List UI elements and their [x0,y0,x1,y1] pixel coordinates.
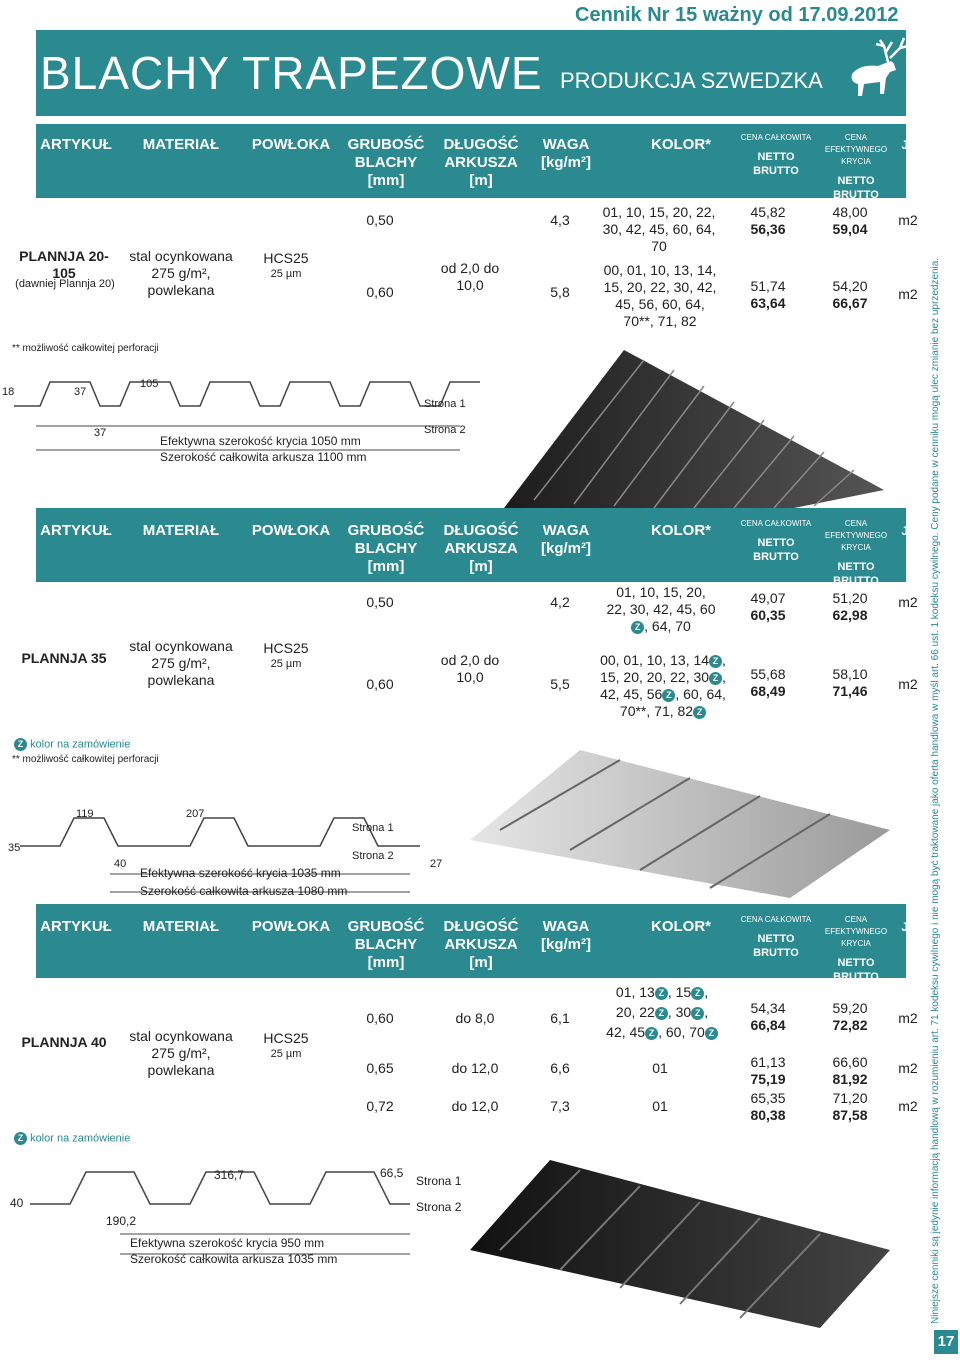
z-order-icon: Z [705,1027,718,1040]
waga: 7,3 [550,1098,570,1114]
effective-width: Efektywna szerokość krycia 1050 mm [160,434,361,448]
price-list-validity: Cennik Nr 15 ważny od 17.09.2012 [575,4,899,26]
dlugosc: do 12,0 [451,1060,499,1076]
dim-label: 37 [74,386,87,398]
page-number: 17 [934,1330,958,1354]
cena-calkowita: 61,13 75,19 [750,1054,786,1087]
jedn: m2 [898,1060,918,1076]
col-grubosc: GRUBOŚĆ BLACHY [mm] [347,522,425,575]
sheet-photo [460,1130,890,1330]
col-jedn: JEDN. [901,920,937,934]
col-jedn: JEDN. [901,524,937,538]
dim-label: 40 [114,858,127,870]
dim-label: 119 [76,808,94,820]
cena-efektywna: 71,20 87,58 [832,1090,868,1123]
material: stal ocynkowana 275 g/m², powlekana [129,638,233,688]
grubosc: 0,60 [366,676,394,692]
z-order-icon: Z [709,672,722,685]
effective-width: Efektywna szerokość krycia 1035 mm [140,866,341,880]
dim-label: 316,7 [214,1168,245,1182]
col-dlugosc: DŁUGOŚĆ ARKUSZA [m] [443,918,519,971]
kolor: 01, 13 Z , 15 Z , 20, 22 Z , 30 Z , 42, 45 Z , 60, 70 Z [606,982,718,1042]
product-name: PLANNJA 20-105 [19,248,109,281]
table-header-3 [36,904,937,983]
jedn: m2 [898,212,918,228]
table-header-1 [36,124,937,201]
side-label: Strona 2 [352,850,394,862]
material: stal ocynkowana 275 g/m², powlekana [129,1028,233,1078]
col-cena-efektywna: CENA EFEKTYWNEGO KRYCIA NETTO BRUTTO [824,133,888,201]
grubosc: 0,50 [366,212,394,228]
side-label: Strona 2 [424,424,466,436]
z-order-icon: Z [693,706,706,719]
cena-efektywna: 58,10 71,46 [832,666,868,699]
col-kolor: KOLOR* [651,522,711,539]
col-artykul: ARTYKUŁ [40,522,112,539]
kolor: 01 [652,1060,668,1076]
cena-calkowita: 54,34 66,84 [750,1000,786,1033]
product-name: PLANNJA 35 [21,650,107,666]
z-order-icon: Z [655,987,668,1000]
kolor: 01 [652,1098,668,1114]
kolor: 01, 10, 15, 20, 22, 30, 42, 45, 60, 64, 70 [602,204,716,254]
waga: 5,5 [550,676,570,692]
cena-calkowita: 51,74 63,64 [750,278,786,311]
col-kolor: KOLOR* [651,136,711,153]
dim-label: 37 [94,427,107,439]
perforation-note: ** możliwość całkowitej perforacji [12,754,159,765]
dim-label: 18 [2,386,15,398]
z-order-icon: Z [645,1027,658,1040]
dlugosc: do 8,0 [455,1010,495,1026]
legend: Z kolor na zamówienie [14,1132,130,1145]
cena-efektywna: 51,20 62,98 [832,590,868,623]
powloka-sub: 25 µm [270,1048,302,1060]
z-order-icon: Z [691,1007,704,1020]
z-order-icon: Z [14,738,27,751]
dim-label: 105 [140,378,159,390]
waga: 5,8 [550,284,570,300]
col-artykul: ARTYKUŁ [40,136,112,153]
page-title: BLACHY TRAPEZOWE [40,47,543,99]
jedn: m2 [898,1010,918,1026]
sheet-photo [494,340,884,510]
col-material: MATERIAŁ [142,136,220,153]
reindeer-icon [830,34,910,110]
waga: 4,3 [550,212,570,228]
col-waga: WAGA [kg/m²] [541,918,591,953]
col-cena-efektywna: CENA EFEKTYWNEGO KRYCIA NETTO BRUTTO [824,519,888,587]
col-powloka: POWŁOKA [251,918,331,935]
page-subtitle: PRODUKCJA SZWEDZKA [560,68,823,93]
grubosc: 0,60 [366,284,394,300]
col-grubosc: GRUBOŚĆ BLACHY [mm] [347,918,425,971]
col-grubosc: GRUBOŚĆ BLACHY [mm] [347,136,425,189]
dim-label: 207 [186,808,205,820]
powloka: HCS25 [263,1030,309,1046]
effective-width: Efektywna szerokość krycia 950 mm [130,1236,325,1250]
total-width: Szerokość całkowita arkusza 1100 mm [160,450,367,464]
col-jedn: JEDN. [901,138,937,152]
col-material: MATERIAŁ [142,522,220,539]
cena-efektywna: 54,20 66,67 [832,278,868,311]
col-cena-calkowita: CENA CAŁKOWITA NETTO BRUTTO [740,519,812,563]
cena-calkowita: 45,82 56,36 [750,204,786,237]
col-powloka: POWŁOKA [251,522,331,539]
powloka-sub: 25 µm [270,268,302,280]
sheet-photo [460,720,890,900]
dim-label: 66,5 [380,1166,404,1180]
side-label: Strona 1 [424,398,466,410]
side-label: Strona 1 [416,1174,462,1188]
waga: 6,6 [550,1060,570,1076]
dlugosc: do 12,0 [451,1098,499,1114]
cena-calkowita: 55,68 68,49 [750,666,786,699]
z-order-icon: Z [691,987,704,1000]
powloka-sub: 25 µm [270,658,302,670]
legend: Z kolor na zamówienie [14,738,130,751]
jedn: m2 [898,286,918,302]
dim-label: 27 [430,858,443,870]
grubosc: 0,65 [366,1060,394,1076]
dlugosc: od 2,0 do 10,0 [440,652,500,685]
col-dlugosc: DŁUGOŚĆ ARKUSZA [m] [443,522,519,575]
dim-label: 190,2 [106,1214,137,1228]
col-waga: WAGA [kg/m²] [541,136,591,171]
table-header-2 [36,508,937,587]
col-cena-calkowita: CENA CAŁKOWITA NETTO BRUTTO [740,133,812,177]
col-artykul: ARTYKUŁ [40,918,112,935]
powloka: HCS25 [263,640,309,656]
legal-disclaimer: Niniejsze cenniki są jedynie informacją handlową w rozumieniu art. 71 kodeksu cywilnego i nie mogą być traktowane jako oferta handlowa w myśl art. 66 ust. 1 kodeksu cywilnego. Ceny podane w cenniku mogą ulec zmianie bez uprzedzenia. [930,257,941,1324]
z-order-icon: Z [14,1132,27,1145]
cena-calkowita: 65,35 80,38 [750,1090,786,1123]
cena-efektywna: 66,60 81,92 [832,1054,868,1087]
kolor: 00, 01, 10, 13, 14 Z , 15, 20, 20, 22, 30 Z , 42, 45, 56 Z , 60, 64, 70**, 71, 82 Z [600,652,726,719]
col-waga: WAGA [kg/m²] [541,522,591,557]
jedn: m2 [898,1098,918,1114]
grubosc: 0,50 [366,594,394,610]
col-cena-efektywna: CENA EFEKTYWNEGO KRYCIA NETTO BRUTTO [824,915,888,983]
dlugosc: od 2,0 do 10,0 [440,260,500,293]
kolor: 01, 10, 15, 20, 22, 30, 42, 45, 60Z , 64, 70 [606,584,716,634]
z-order-icon: Z [655,1007,668,1020]
jedn: m2 [898,594,918,610]
z-order-icon: Z [709,655,722,668]
kolor: 00, 01, 10, 13, 14, 15, 20, 22, 30, 42, 45, 56, 60, 64, 70**, 71, 82 [603,262,717,329]
side-label: Strona 2 [416,1200,462,1214]
material: stal ocynkowana 275 g/m², powlekana [129,248,233,298]
cena-efektywna: 59,20 72,82 [832,1000,868,1033]
col-dlugosc: DŁUGOŚĆ ARKUSZA [m] [443,136,519,189]
z-order-icon: Z [631,621,644,634]
dim-label: 35 [8,842,21,854]
cena-efektywna: 48,00 59,04 [832,204,868,237]
waga: 4,2 [550,594,570,610]
col-kolor: KOLOR* [651,918,711,935]
col-powloka: POWŁOKA [251,136,331,153]
powloka: HCS25 [263,250,309,266]
col-material: MATERIAŁ [142,918,220,935]
jedn: m2 [898,676,918,692]
cena-calkowita: 49,07 60,35 [750,590,786,623]
col-cena-calkowita: CENA CAŁKOWITA NETTO BRUTTO [740,915,812,959]
perforation-note: ** możliwość całkowitej perforacji [12,343,159,354]
product-note: (dawniej Plannja 20) [15,278,115,290]
total-width: Szerokość całkowita arkusza 1035 mm [130,1252,338,1266]
z-order-icon: Z [662,689,675,702]
total-width: Szerokość całkowita arkusza 1080 mm [140,884,348,898]
product-name: PLANNJA 40 [21,1034,107,1050]
waga: 6,1 [550,1010,570,1026]
side-label: Strona 1 [352,822,394,834]
grubosc: 0,60 [366,1010,394,1026]
grubosc: 0,72 [366,1098,394,1114]
dim-label: 40 [10,1196,24,1210]
